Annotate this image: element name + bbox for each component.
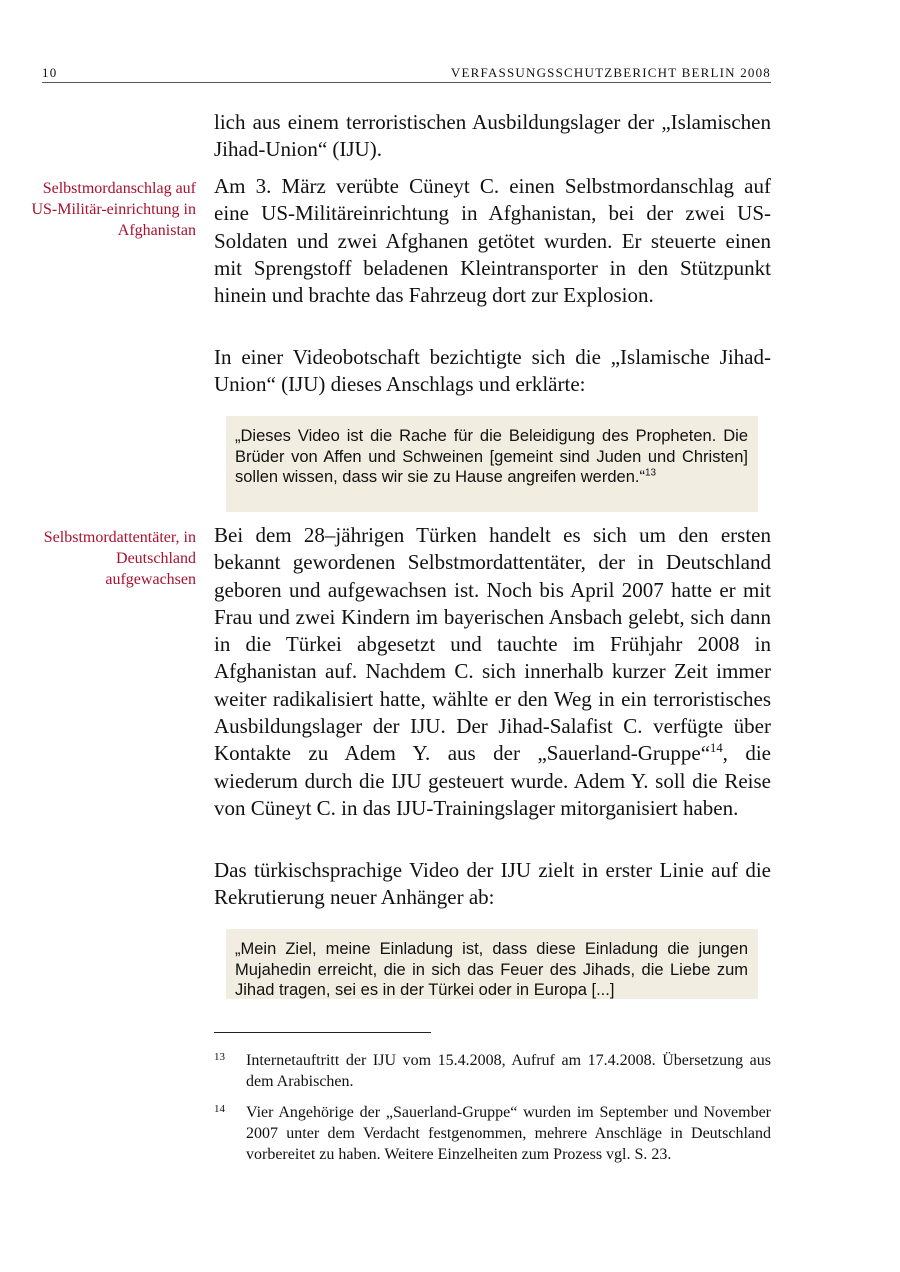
footnote-separator xyxy=(214,1032,431,1033)
footnote-ref-14: 14 xyxy=(710,741,723,756)
footnote-14 xyxy=(214,1102,771,1165)
footnote-text: Internetauftritt der IJU vom 15.4.2008, Aufruf am 17.4.2008. Übersetzung aus dem Arabischen. xyxy=(246,1052,771,1090)
paragraph-attack: Am 3. März verübte Cüneyt C. einen Selbstmordanschlag auf eine US-Militäreinrichtung in Afghanistan, bei der zwei US-Soldaten und zwei Afghanen getötet wurden. Er steuerte einen mit Sprengstoff beladenen Kleintransporter in den Stützpunkt hinein und brachte das Fahrzeug dort zur Explosion. xyxy=(214,174,771,308)
margin-note-suicide-attacker: Selbstmordattentäter, in Deutschland aufgewachsen xyxy=(43,529,196,588)
quote-box-invitation xyxy=(226,929,758,999)
footnote-ref-13: 13 xyxy=(644,467,656,479)
running-title: VERFASSUNGSSCHUTZBERICHT BERLIN 2008 xyxy=(450,65,771,80)
paragraph-continuation: lich aus einem terroristischen Ausbildungslager der „Islamischen Jihad-Union“ (IJU). xyxy=(214,110,771,162)
quote-text: „Mein Ziel, meine Einladung ist, dass diese Einladung die jungen Mujahedin erreicht, die in sich das Feuer des Jihads, die Liebe zum Jihad tragen, sei es in der Türkei oder in Europa [...] xyxy=(235,940,748,999)
paragraph-video-message: In einer Videobotschaft bezichtigte sich die „Islamische Jihad-Union“ (IJU) dieses Anschlags und erklärte: xyxy=(214,345,771,397)
quote-text: „Dieses Video ist die Rache für die Beleidigung des Propheten. Die Brüder von Affen und Schweinen [gemeint sind Juden und Christen] sollen wissen, dass wir sie zu Hause angreifen werden.“ xyxy=(235,427,748,486)
quote-box-revenge xyxy=(226,416,758,512)
page-header xyxy=(42,62,771,83)
paragraph-attacker-background: Bei dem 28–jährigen Türken handelt es sich um den ersten bekannt gewordenen Selbstmordattentäter, der in Deutschland geboren und aufgewachsen ist. Noch bis April 2007 hatte er mit Frau und zwei Kindern im bayerischen Ansbach gelebt, sich dann in die Türkei abgesetzt und tauchte im Frühjahr 2008 in Afghanistan auf. Nachdem C. sich innerhalb kurzer Zeit immer weiter radikalisiert hatte, wählte er den Weg in ein terroristisches Ausbildungslager der IJU. Der Jihad-Salafist C. verfügte über Kontakte zu Adem Y. aus der „Sauerland-Gruppe“$^{14}$, die wiederum durch die IJU gesteuert wurde. Adem Y. soll die Reise von Cüneyt C. in das IJU-Trainingslager mitorganisiert haben. xyxy=(214,523,772,820)
footnote-13 xyxy=(214,1050,771,1092)
page-number: 10 xyxy=(42,65,58,80)
footnote-number: 14 xyxy=(214,1103,225,1115)
footnote-text: Vier Angehörige der „Sauerland-Gruppe“ wurden im September und November 2007 unter dem Verdacht festgenommen, mehrere Anschläge in Deutschland vorbereitet zu haben. Weitere Einzelheiten zum Prozess vgl. S. 23. xyxy=(246,1104,771,1163)
margin-note-suicide-attack: Selbstmordanschlag auf US-Militär-einrichtung in Afghanistan xyxy=(31,180,196,239)
footnote-number: 13 xyxy=(214,1051,225,1063)
paragraph-recruitment: Das türkischsprachige Video der IJU zielt in erster Linie auf die Rekrutierung neuer Anhänger ab: xyxy=(214,858,771,910)
